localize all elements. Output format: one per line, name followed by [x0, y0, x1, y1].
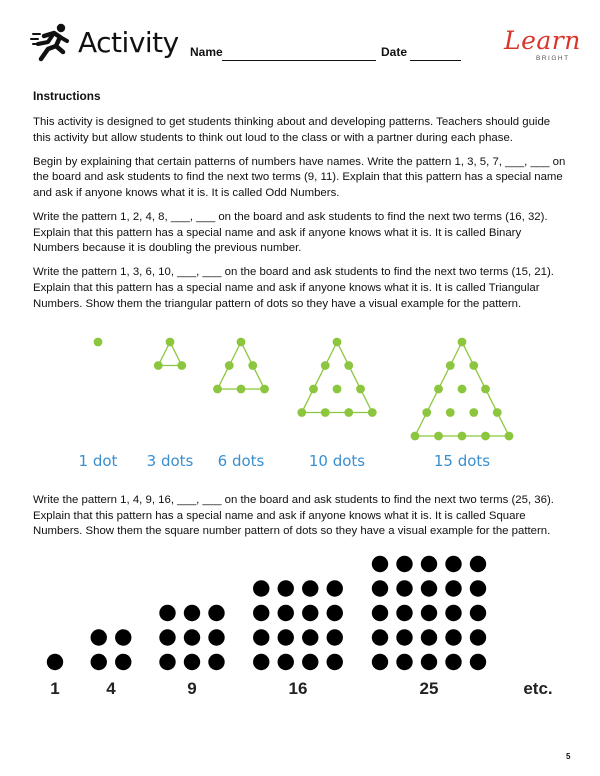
square-dot	[47, 654, 63, 670]
triangle-label: 3 dots	[146, 452, 194, 470]
square-dot	[421, 629, 437, 645]
triangle-dot	[333, 338, 342, 347]
square-dot	[470, 556, 486, 572]
square-dot	[278, 629, 294, 645]
square-dot	[470, 605, 486, 621]
square-dot	[278, 654, 294, 670]
triangle-dot	[481, 432, 490, 441]
triangle-label: 1 dot	[78, 452, 118, 470]
square-dot	[445, 629, 461, 645]
triangle-dot	[260, 385, 269, 394]
paragraph-binary-numbers: Write the pattern 1, 2, 4, 8, ___, ___ on the board and ask students to find the next two terms (16, 32). Explain that this pattern has a special name and ask if anyone knows what it is. It is called Binary Numbers because it is doubling the previous number.	[33, 210, 548, 255]
square-dot	[372, 654, 388, 670]
square-group-5	[372, 556, 486, 698]
square-dot	[302, 605, 318, 621]
page-number: 5	[566, 752, 571, 761]
triangle-dot	[248, 361, 257, 370]
square-dot	[470, 580, 486, 596]
square-dot	[396, 605, 412, 621]
running-person-icon	[30, 22, 72, 62]
square-dot	[115, 654, 131, 670]
date-field[interactable]	[410, 60, 461, 61]
square-dot	[253, 605, 269, 621]
triangle-dot	[493, 408, 502, 417]
triangle-dot	[422, 408, 431, 417]
instructions-section	[33, 88, 570, 320]
square-group-2	[91, 629, 132, 698]
triangle-dot	[321, 361, 330, 370]
square-dot	[302, 629, 318, 645]
page-title: Activity	[78, 26, 179, 59]
triangular-dots-figure	[0, 326, 600, 476]
square-label: 25	[419, 679, 439, 698]
paragraph-triangular-numbers: Write the pattern 1, 3, 6, 10, ___, ___ on the board and ask students to find the next two terms (15, 21). Explain that this pattern has a special name and ask if anyone knows what it is. It is called Triangular Numbers. Show them the triangular pattern of dots so they have a visual example for the pattern.	[33, 266, 554, 310]
square-label: 1	[50, 679, 60, 698]
triangle-dot	[213, 385, 222, 394]
triangle-dot	[344, 408, 353, 417]
triangle-group-5	[411, 338, 514, 470]
triangle-dot	[446, 361, 455, 370]
triangle-dot	[481, 385, 490, 394]
name-label: Name	[190, 45, 223, 59]
square-dot	[278, 580, 294, 596]
square-dot	[327, 580, 343, 596]
triangle-dot	[237, 385, 246, 394]
logo-text: Learn	[504, 26, 581, 55]
triangle-dot	[434, 385, 443, 394]
square-dot	[396, 556, 412, 572]
square-dot	[253, 580, 269, 596]
square-dot	[396, 654, 412, 670]
square-dot	[278, 605, 294, 621]
square-dots-figure	[0, 550, 600, 705]
square-dot	[372, 556, 388, 572]
square-group-3	[159, 605, 224, 698]
square-dot	[159, 629, 175, 645]
triangle-dot	[434, 432, 443, 441]
square-dot	[208, 629, 224, 645]
triangle-dot	[309, 385, 318, 394]
square-dot	[327, 654, 343, 670]
square-dot	[372, 580, 388, 596]
square-dot	[327, 629, 343, 645]
paragraph-odd-numbers: Begin by explaining that certain patterns of numbers have names. Write the pattern 1, 3, 5, 7, ___, ___ on the board and ask students to find the next two terms (9, 11). Explain that this pattern has a special name and ask if anyone knows what it is. It is called Odd Numbers.	[33, 155, 566, 200]
square-dot	[159, 605, 175, 621]
triangle-dot	[297, 408, 306, 417]
square-dot	[91, 629, 107, 645]
square-dot	[421, 580, 437, 596]
square-dot	[253, 629, 269, 645]
square-dot	[91, 654, 107, 670]
date-label: Date	[381, 45, 408, 59]
square-dot	[115, 629, 131, 645]
square-numbers-section	[33, 493, 570, 548]
triangle-group-3	[213, 338, 269, 470]
square-label: 16	[288, 679, 308, 698]
triangle-dot	[321, 408, 330, 417]
square-dot	[421, 556, 437, 572]
name-field[interactable]	[222, 60, 376, 61]
square-dot	[208, 654, 224, 670]
triangle-dot	[411, 432, 420, 441]
triangle-label: 6 dots	[217, 452, 265, 470]
square-dot	[421, 605, 437, 621]
triangle-dot	[94, 338, 103, 347]
paragraph-square-numbers: Write the pattern 1, 4, 9, 16, ___, ___ on the board and ask students to find the next two terms (25, 36). Explain that this pattern has a special name and ask if anyone knows what it is. It is called Square Numbers. Show them the square number pattern of dots so they have a visual example for the pattern.	[33, 494, 554, 538]
square-dot	[184, 654, 200, 670]
square-group-1	[47, 654, 63, 698]
square-dot	[184, 629, 200, 645]
etc-label: etc.	[523, 679, 553, 698]
triangle-group-4	[297, 338, 376, 470]
triangle-dot	[356, 385, 365, 394]
triangle-dot	[368, 408, 377, 417]
square-dot	[470, 654, 486, 670]
square-dot	[184, 605, 200, 621]
triangle-dot	[446, 408, 455, 417]
square-dot	[327, 605, 343, 621]
square-dot	[396, 580, 412, 596]
instructions-heading: Instructions	[33, 89, 101, 103]
triangle-label: 15 dots	[433, 452, 491, 470]
learn-bright-logo	[500, 26, 584, 70]
square-dot	[396, 629, 412, 645]
triangle-outline	[302, 342, 373, 413]
square-dot	[253, 654, 269, 670]
worksheet-header	[0, 0, 600, 80]
triangle-dot	[458, 338, 467, 347]
square-dot	[372, 629, 388, 645]
square-dot	[302, 580, 318, 596]
triangle-dot	[344, 361, 353, 370]
square-dot	[470, 629, 486, 645]
square-label: 9	[187, 679, 197, 698]
square-dot	[421, 654, 437, 670]
triangle-dot	[166, 338, 175, 347]
square-dot	[159, 654, 175, 670]
square-dot	[208, 605, 224, 621]
triangle-dot	[237, 338, 246, 347]
triangle-dot	[458, 432, 467, 441]
triangle-dot	[505, 432, 514, 441]
triangle-dot	[469, 361, 478, 370]
triangle-dot	[177, 361, 186, 370]
square-dot	[445, 556, 461, 572]
square-dot	[445, 605, 461, 621]
triangle-label: 10 dots	[308, 452, 366, 470]
triangle-dot	[225, 361, 234, 370]
square-label: 4	[106, 679, 116, 698]
triangle-outline	[218, 342, 265, 389]
square-dot	[445, 580, 461, 596]
triangle-dot	[458, 385, 467, 394]
paragraph-intro: This activity is designed to get students thinking about and developing patterns. Teachers should guide this activity but allow students to think out loud to the class or with a partner during each phase.	[33, 116, 551, 144]
triangle-group-2	[147, 338, 194, 470]
triangle-group-1	[79, 338, 118, 470]
square-dot	[445, 654, 461, 670]
triangle-dot	[333, 385, 342, 394]
triangle-dot	[469, 408, 478, 417]
square-group-4	[253, 580, 343, 698]
logo-subtext: BRIGHT	[536, 55, 570, 62]
square-dot	[372, 605, 388, 621]
triangle-dot	[154, 361, 163, 370]
square-dot	[302, 654, 318, 670]
